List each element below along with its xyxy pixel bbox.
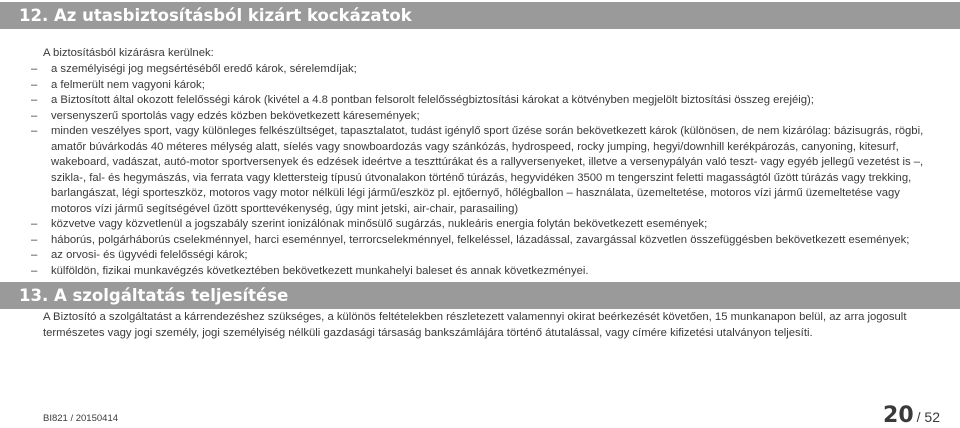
list-item (31, 62, 943, 78)
list-item (31, 78, 943, 94)
list-item-text: közvetve vagy közvetlenül a jogszabály szerint ionizálónak minősülő sugárzás, nukleáris energia folytán bekövetkezett események; (51, 218, 708, 230)
page-total: / 52 (916, 409, 940, 425)
list-dash: – (31, 249, 38, 261)
list-item-text: a személyiségi jog megsértéséből eredő károk, sérelemdíjak; (51, 63, 357, 75)
list-dash: – (31, 264, 38, 277)
section-13-header (0, 282, 960, 309)
list-dash: – (31, 109, 38, 122)
page-number (883, 403, 940, 428)
section-12-header (0, 2, 960, 29)
list-item (31, 93, 943, 109)
list-dash: – (31, 218, 38, 230)
list-item-text: a felmerült nem vagyoni károk; (51, 78, 205, 91)
list-item (31, 109, 943, 125)
list-item-text: versenyszerű sportolás vagy edzés közben bekövetkezett káresemények; (51, 109, 420, 122)
list-item-text: az orvosi- és ügyvédi felelősségi károk; (51, 249, 248, 261)
section-13-title: 13. A szolgáltatás teljesítése (19, 286, 289, 305)
list-item-text: háborús, polgárháborús cselekménnyel, harci eseménnyel, terrorcselekménnyel, felkeléssel, lázadással, zavargással közvetlen összefüggésben bekövetkezett események; (51, 233, 910, 246)
list-item-text: külföldön, fizikai munkavégzés következtében bekövetkezett munkahelyi baleset és annak következményei. (51, 264, 589, 277)
page-current: 20 (883, 403, 914, 428)
list-item (31, 264, 943, 280)
list-item-text: a Biztosított által okozott felelősségi károk (kivétel a 4.8 pontban felsorolt felelősségbiztosítási károkat a kötvényben megjelölt biztosítási összeg erejéig); (51, 94, 814, 106)
list-item (31, 124, 943, 217)
list-dash: – (31, 94, 38, 106)
exclusions-list (31, 62, 943, 279)
list-dash: – (31, 63, 38, 75)
list-dash: – (31, 125, 38, 137)
document-code: BI821 / 20150414 (43, 413, 119, 424)
service-fulfilment-text: A Biztosító a szolgáltatást a kárrendezéshez szükséges, a különös feltételekben részletezett valamennyi okirat beérkezését követően, 15 munkanapon belül, az arra jogosult természetes vagy jogi személy, jogi személyiség nélküli gazdasági társaság bankszámlájára történő átutalással, vagy címére kifizetési utalványon teljesíti. (43, 311, 907, 339)
list-dash: – (31, 78, 38, 91)
section-12-title: 12. Az utasbiztosításból kizárt kockázatok (19, 6, 412, 25)
list-item (31, 233, 943, 249)
exclusions-intro: A biztosításból kizárásra kerülnek: (43, 47, 214, 59)
list-item (31, 248, 943, 264)
list-dash: – (31, 233, 38, 246)
list-item (31, 217, 943, 233)
list-item-text: minden veszélyes sport, vagy különleges felkészültséget, tapasztalatot, tudást igénylő sport űzése során bekövetkezett károk (különösen, de nem kizárólag: bázisugrás, rögbi, amatőr búvárkodás 40 méteres mélység alatt, síelés vagy snowboardozás vagy szánkózás, hydrospeed, rocky jumping, hegyi/downhill kerékpározás, canyoning, kitesurf, wakeboard, vadászat, autó-motor sportversenyek és edzések ideértve a teszttúrákat és a rallyversenyeket, illetve a versenypályán való teszt- vagy egyéb jellegű vezetést is –, szikla-, fal- és hegymászás, via ferrata vagy klettersteig típusú útvonalakon történő túrázás, hegyvidéken 3500 m tengerszint feletti magasságtól űzött túrázás vagy trekking, barlangászat, légi sporteszköz, motoros vagy motor nélküli légi jármű/eszköz pl. ejtőernyő, hőlégballon – használata, üzemeltetése, motoros vízi jármű üzemeltetése vagy motoros vízi jármű segítségével űzött sporttevékenység, úgy mint jetski, air-chair, parasailing) (51, 125, 924, 215)
